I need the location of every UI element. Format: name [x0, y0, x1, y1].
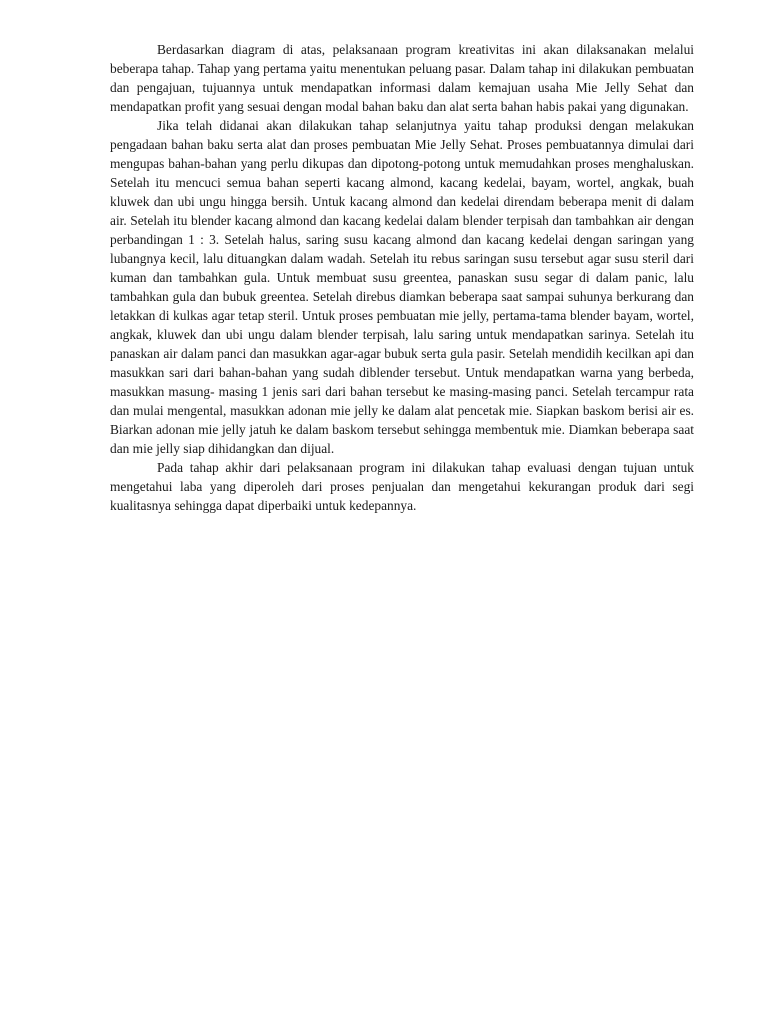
- paragraph-evaluation-stage: Pada tahap akhir dari pelaksanaan program ini dilakukan tahap evaluasi dengan tujuan untuk mengetahui laba yang diperoleh dari proses penjualan dan mengetahui kekurangan produk dari segi kualitasnya sehingga dapat diperbaiki untuk kedepannya.: [110, 460, 694, 513]
- document-page: [110, 40, 694, 515]
- paragraph-planning-stage: Berdasarkan diagram di atas, pelaksanaan program kreativitas ini akan dilaksanakan melalui beberapa tahap. Tahap yang pertama yaitu menentukan peluang pasar. Dalam tahap ini dilakukan pembuatan dan pengajuan, tujuannya untuk mendapatkan informasi dalam kemajuan usaha Mie Jelly Sehat dan mendapatkan profit yang sesuai dengan modal bahan baku dan alat serta bahan habis pakai yang digunakan.: [110, 42, 694, 114]
- paragraph-production-stage: Jika telah didanai akan dilakukan tahap selanjutnya yaitu tahap produksi dengan melakukan pengadaan bahan baku serta alat dan proses pembuatan Mie Jelly Sehat. Proses pembuatannya dimulai dari mengupas bahan-bahan yang perlu dikupas dan dipotong-potong untuk memudahkan proses menghaluskan. Setelah itu mencuci semua bahan seperti kacang almond, kacang kedelai, bayam, wortel, angkak, buah kluwek dan ubi ungu hingga bersih. Untuk kacang almond dan kedelai direndam beberapa menit di dalam air. Setelah itu blender kacang almond dan kacang kedelai dalam blender terpisah dan tambahkan air dengan perbandingan 1 : 3. Setelah halus, saring susu kacang almond dan kacang kedelai dengan saringan yang lubangnya kecil, lalu dituangkan dalam wadah. Setelah itu rebus saringan susu tersebut agar susu steril dari kuman dan tambahkan gula. Untuk membuat susu greentea, panaskan susu segar di dalam panic, lalu tambahkan gula dan bubuk greentea. Setelah direbus diamkan beberapa saat sampai suhunya berkurang dan letakkan di kulkas agar tetap steril. Untuk proses pembuatan mie jelly, pertama-tama blender bayam, wortel, angkak, kluwek dan ubi ungu dalam blender terpisah, lalu saring untuk mendapatkan sarinya. Setelah itu panaskan air dalam panci dan masukkan agar-agar bubuk serta gula pasir. Setelah mendidih kecilkan api dan masukkan sari dari bahan-bahan yang sudah diblender tersebut. Untuk mendapatkan warna yang berbeda, masukkan masung- masing 1 jenis sari dari bahan tersebut ke masing-masing panci. Setelah tercampur rata dan mulai mengental, masukkan adonan mie jelly ke dalam alat pencetak mie. Siapkan baskom berisi air es. Biarkan adonan mie jelly jatuh ke dalam baskom tersebut sehingga membentuk mie. Diamkan beberapa saat dan mie jelly siap dihidangkan dan dijual.: [110, 118, 694, 456]
